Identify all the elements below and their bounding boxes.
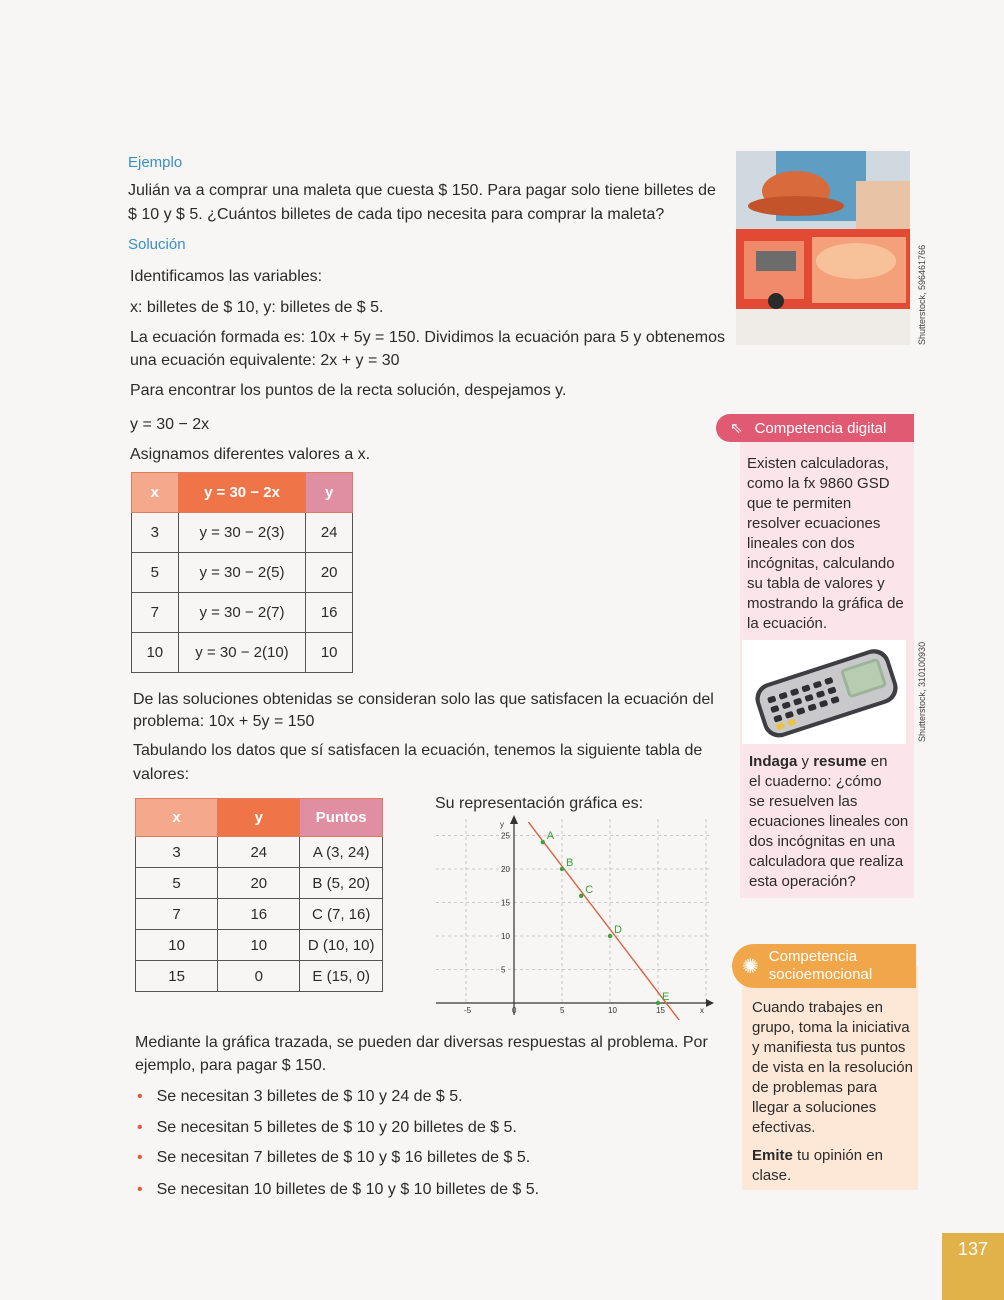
data-point — [541, 840, 545, 844]
photo-credit-1: Shutterstock, 596461766 — [917, 245, 927, 345]
conclusion-2: ejemplo, para pagar $ 150. — [135, 1057, 327, 1074]
y-axis-label: y — [500, 820, 504, 829]
data-point — [560, 867, 564, 871]
solution-line — [528, 822, 682, 1020]
y-tick-label: 25 — [501, 831, 510, 841]
data-point — [656, 1001, 660, 1005]
point-label: A — [546, 830, 555, 843]
table-cell: 16 — [218, 899, 300, 930]
solution-graph — [430, 815, 720, 1020]
y-tick-label: 20 — [501, 865, 510, 874]
solucion-line-6: y = 30 − 2x — [130, 416, 210, 433]
table-cell: y = 30 − 2(10) — [178, 633, 306, 673]
bullet-icon: • — [137, 1088, 143, 1105]
table-cell: 0 — [218, 961, 300, 992]
table2-header-points: Puntos — [300, 799, 383, 837]
socio-competence-title: Competencia socioemocional — [768, 948, 873, 983]
table-row — [136, 930, 383, 961]
table-cell: 7 — [132, 593, 179, 633]
table-cell: 7 — [136, 899, 218, 930]
handshake-icon: ✺ — [742, 955, 759, 978]
table-cell: 10 — [136, 930, 218, 961]
page-number-tab — [942, 1233, 1004, 1300]
ejemplo-text-1: Julián va a comprar una maleta que cuesta $ 150. Para pagar solo tiene billetes de — [128, 182, 716, 199]
digital-competence-text: Existen calculadoras, como la fx 9860 GSD que te permiten resolver ecuaciones lineales con dos incógnitas, calculando su tabla de valores y mostrando la gráfica de la ecuación. — [747, 455, 904, 632]
x-tick-label: 0 — [512, 1006, 517, 1015]
y-axis-arrow — [510, 815, 518, 824]
list-item: • Se necesitan 7 billetes de $ 10 y $ 16 billetes de $ 5. — [137, 1149, 531, 1166]
digital-competence-title: Competencia digital — [754, 419, 887, 437]
table-cell: 15 — [136, 961, 218, 992]
values-table-2 — [135, 798, 383, 992]
table-cell: 24 — [306, 513, 353, 553]
table-cell: A (3, 24) — [300, 837, 383, 868]
page-number: 137 — [958, 1239, 989, 1259]
solucion-line-4: una ecuación equivalente: 2x + y = 30 — [130, 352, 400, 369]
table2-header-x: x — [136, 799, 218, 837]
x-axis-arrow — [706, 999, 714, 1007]
y-tick-label: 15 — [501, 898, 510, 908]
table-row — [132, 633, 353, 673]
graph-caption: Su representación gráfica es: — [435, 795, 644, 812]
table2-header-y: y — [218, 799, 300, 837]
list-item: • Se necesitan 10 billetes de $ 10 y $ 10 billetes de $ 5. — [137, 1181, 540, 1198]
suitcase-photo — [736, 151, 910, 345]
indaga-text: Indaga y resume en el cuaderno: ¿cómo se resuelven las ecuaciones lineales con dos incógnitas en una calculadora que realiza esta operación? — [749, 753, 909, 890]
table-cell: 24 — [218, 837, 300, 868]
data-point — [608, 934, 612, 938]
photo-credit-2: Shutterstock, 310100930 — [917, 642, 927, 742]
point-label: C — [585, 883, 594, 896]
table-row — [136, 961, 383, 992]
solucion-line-5: Para encontrar los puntos de la recta solución, despejamos y. — [130, 382, 567, 399]
cursor-icon: ⇖ — [730, 420, 743, 437]
y-tick-label: 10 — [501, 932, 510, 941]
x-tick-label: 5 — [560, 1006, 565, 1015]
paragraph-2b: valores: — [133, 766, 190, 783]
table-cell: E (15, 0) — [300, 961, 383, 992]
table-cell: y = 30 − 2(7) — [178, 593, 306, 633]
conclusion-1: Mediante la gráfica trazada, se pueden dar diversas respuestas al problema. Por — [135, 1034, 708, 1051]
table-cell: 16 — [306, 593, 353, 633]
table-cell: 20 — [218, 868, 300, 899]
solucion-line-1: Identificamos las variables: — [130, 268, 323, 285]
table-cell: 5 — [136, 868, 218, 899]
paragraph-2: Tabulando los datos que sí satisfacen la ecuación, tenemos la siguiente tabla de — [133, 742, 703, 759]
table-cell: y = 30 − 2(3) — [178, 513, 306, 553]
table-cell: 5 — [132, 553, 179, 593]
table1-header-x: x — [132, 473, 179, 513]
solucion-line-2: x: billetes de $ 10, y: billetes de $ 5. — [130, 299, 384, 316]
ejemplo-text-2: $ 10 y $ 5. ¿Cuántos billetes de cada tipo necesita para comprar la maleta? — [128, 206, 665, 223]
x-tick-label: 15 — [656, 1006, 665, 1015]
table-row — [136, 837, 383, 868]
list-item: • Se necesitan 3 billetes de $ 10 y 24 de $ 5. — [137, 1088, 463, 1105]
table-cell: 3 — [136, 837, 218, 868]
list-item: • Se necesitan 5 billetes de $ 10 y 20 billetes de $ 5. — [137, 1119, 517, 1136]
x-tick-label: 10 — [608, 1006, 617, 1015]
table1-header-formula: y = 30 − 2x — [178, 473, 306, 513]
point-label: B — [566, 857, 574, 869]
point-label: D — [614, 924, 622, 936]
paragraph-1b: problema: 10x + 5y = 150 — [133, 713, 315, 730]
solucion-heading: Solución — [128, 236, 186, 253]
table-cell: 3 — [132, 513, 179, 553]
table-cell: D (10, 10) — [300, 930, 383, 961]
solucion-line-3: La ecuación formada es: 10x + 5y = 150. Dividimos la ecuación para 5 y obtenemos — [130, 329, 726, 346]
table-cell: 10 — [306, 633, 353, 673]
socio-competence-text: Cuando trabajes en grupo, toma la iniciativa y manifiesta tus puntos de vista en la resolución de problemas para llegar a soluciones efectivas. Emite tu opinión en clase. — [752, 999, 913, 1184]
table-row — [132, 553, 353, 593]
bullet-icon: • — [137, 1119, 143, 1136]
values-table-1 — [131, 472, 353, 673]
table1-header-y: y — [306, 473, 353, 513]
table-cell: 10 — [132, 633, 179, 673]
ejemplo-heading: Ejemplo — [128, 154, 183, 171]
table-cell: y = 30 − 2(5) — [178, 553, 306, 593]
table-cell: 20 — [306, 553, 353, 593]
calculator-photo — [742, 640, 906, 744]
x-tick-label: -5 — [464, 1006, 472, 1015]
table-cell: 10 — [218, 930, 300, 961]
point-label: E — [662, 991, 670, 1003]
table-row — [136, 868, 383, 899]
bullet-icon: • — [137, 1149, 143, 1166]
table-row — [136, 899, 383, 930]
x-axis-label: x — [700, 1006, 704, 1015]
table-row — [132, 593, 353, 633]
y-tick-label: 5 — [501, 965, 506, 975]
socio-competence-banner — [732, 944, 916, 988]
bullet-icon: • — [137, 1181, 143, 1198]
paragraph-1: De las soluciones obtenidas se consideran solo las que satisfacen la ecuación del — [133, 691, 714, 708]
table-cell: B (5, 20) — [300, 868, 383, 899]
digital-competence-banner — [716, 414, 914, 442]
solucion-line-7: Asignamos diferentes valores a x. — [130, 446, 371, 463]
table-row — [132, 513, 353, 553]
data-point — [579, 894, 583, 898]
table-cell: C (7, 16) — [300, 899, 383, 930]
